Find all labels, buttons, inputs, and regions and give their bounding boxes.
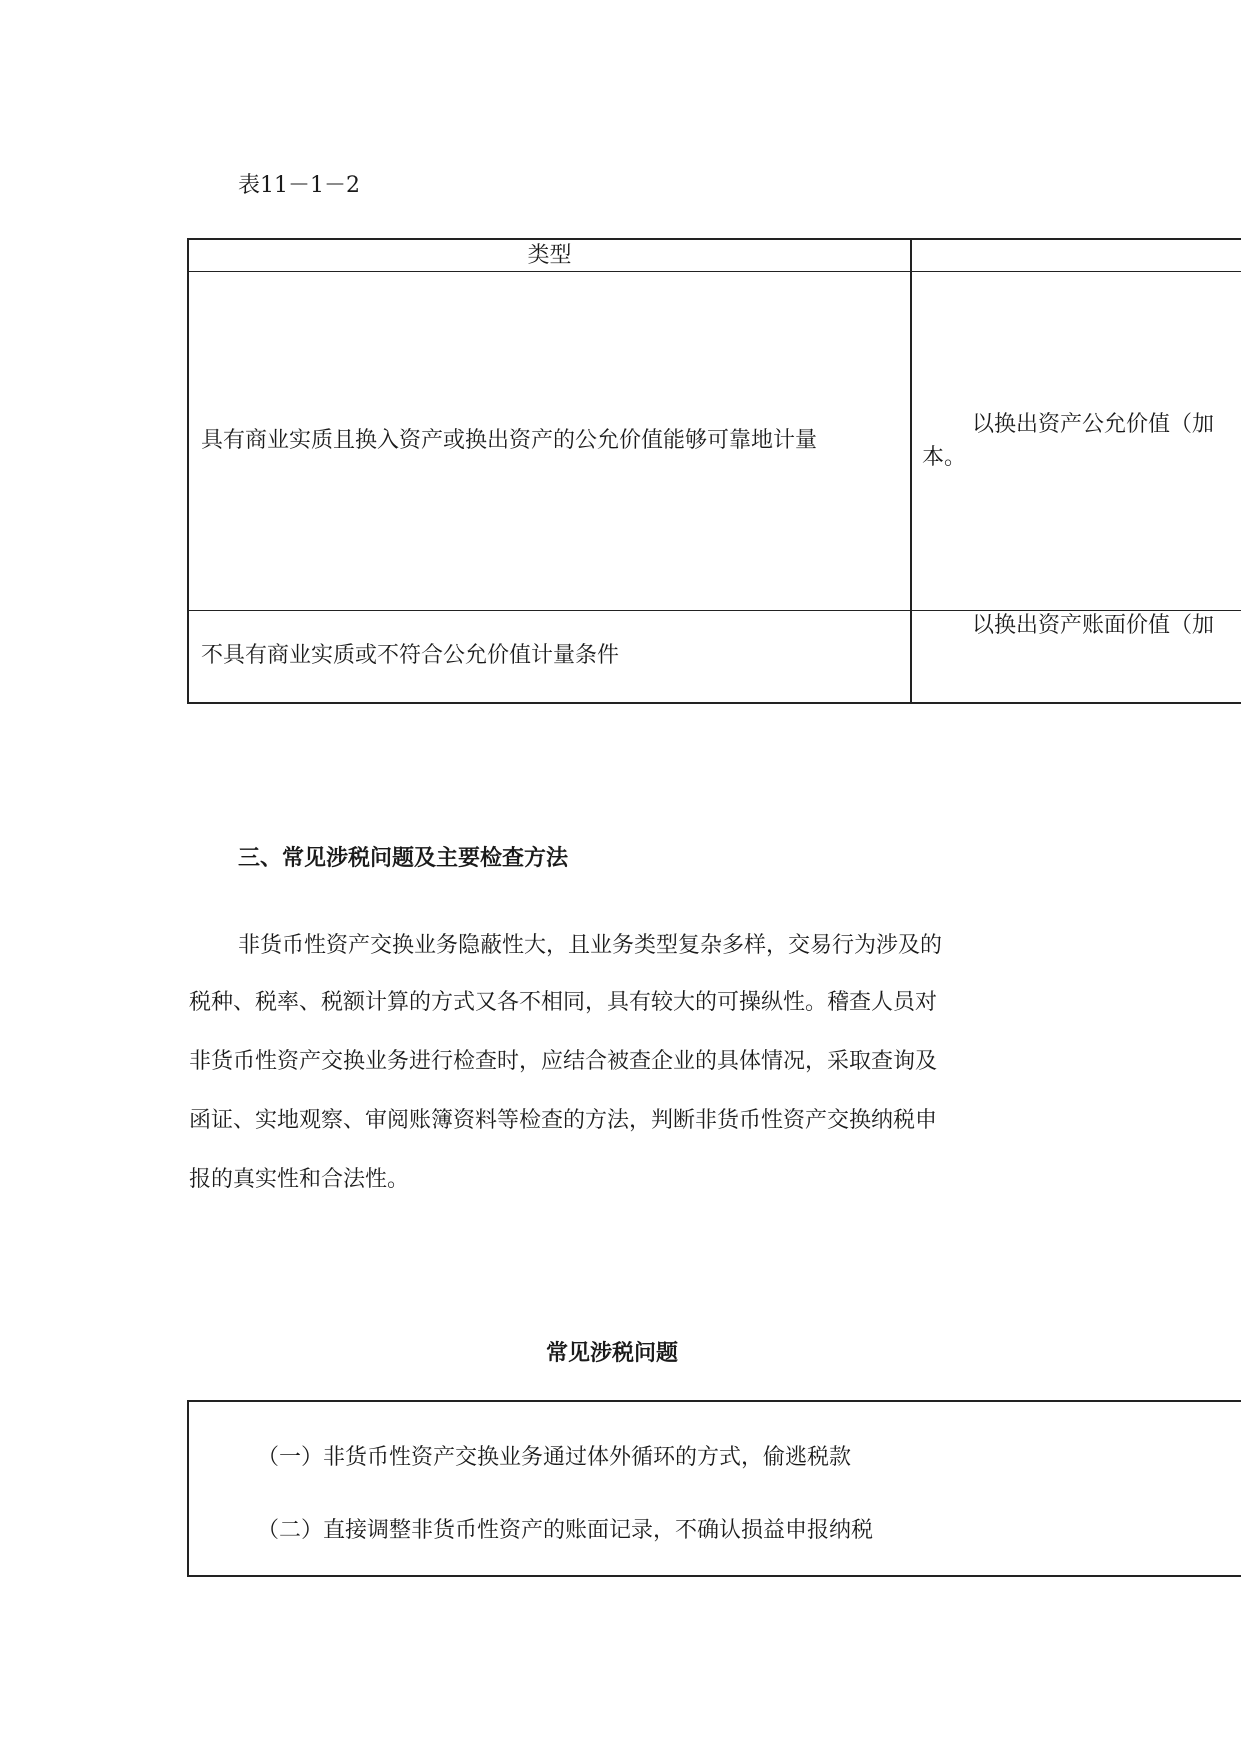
paragraph-line: 非货币性资产交换业务隐蔽性大，且业务类型复杂多样，交易行为涉及的	[238, 933, 943, 958]
table-cell-type: 不具有商业实质或不符合公允价值计量条件	[201, 643, 620, 668]
paragraph-line: 函证、实地观察、审阅账簿资料等检查的方法，判断非货币性资产交换纳税申	[189, 1108, 938, 1133]
table-cell-value-continuation: 本。	[922, 445, 967, 470]
table-cell-type: 具有商业实质且换入资产或换出资产的公允价值能够可靠地计量	[201, 428, 818, 453]
issues-box-title: 常见涉税问题	[546, 1341, 679, 1366]
table-cell-value: 以换出资产公允价值（加	[972, 412, 1215, 437]
paragraph-line: 非货币性资产交换业务进行检查时，应结合被查企业的具体情况，采取查询及	[189, 1049, 938, 1074]
table-cell-value: 以换出资产账面价值（加	[972, 613, 1215, 638]
table-header-type: 类型	[527, 243, 572, 268]
table-column-divider	[910, 240, 912, 702]
table-header-divider	[189, 271, 1241, 272]
paragraph-line: 税种、税率、税额计算的方式又各不相同，具有较大的可操纵性。稽查人员对	[189, 990, 938, 1015]
table-caption: 表11－1－2	[238, 173, 360, 198]
section-heading: 三、常见涉税问题及主要检查方法	[238, 846, 569, 871]
exchange-measurement-table	[187, 238, 1241, 704]
paragraph-line: 报的真实性和合法性。	[189, 1167, 410, 1192]
issue-item: （一）非货币性资产交换业务通过体外循环的方式，偷逃税款	[257, 1445, 852, 1470]
issues-box	[187, 1400, 1241, 1577]
issue-item: （二）直接调整非货币性资产的账面记录，不确认损益申报纳税	[257, 1518, 874, 1543]
